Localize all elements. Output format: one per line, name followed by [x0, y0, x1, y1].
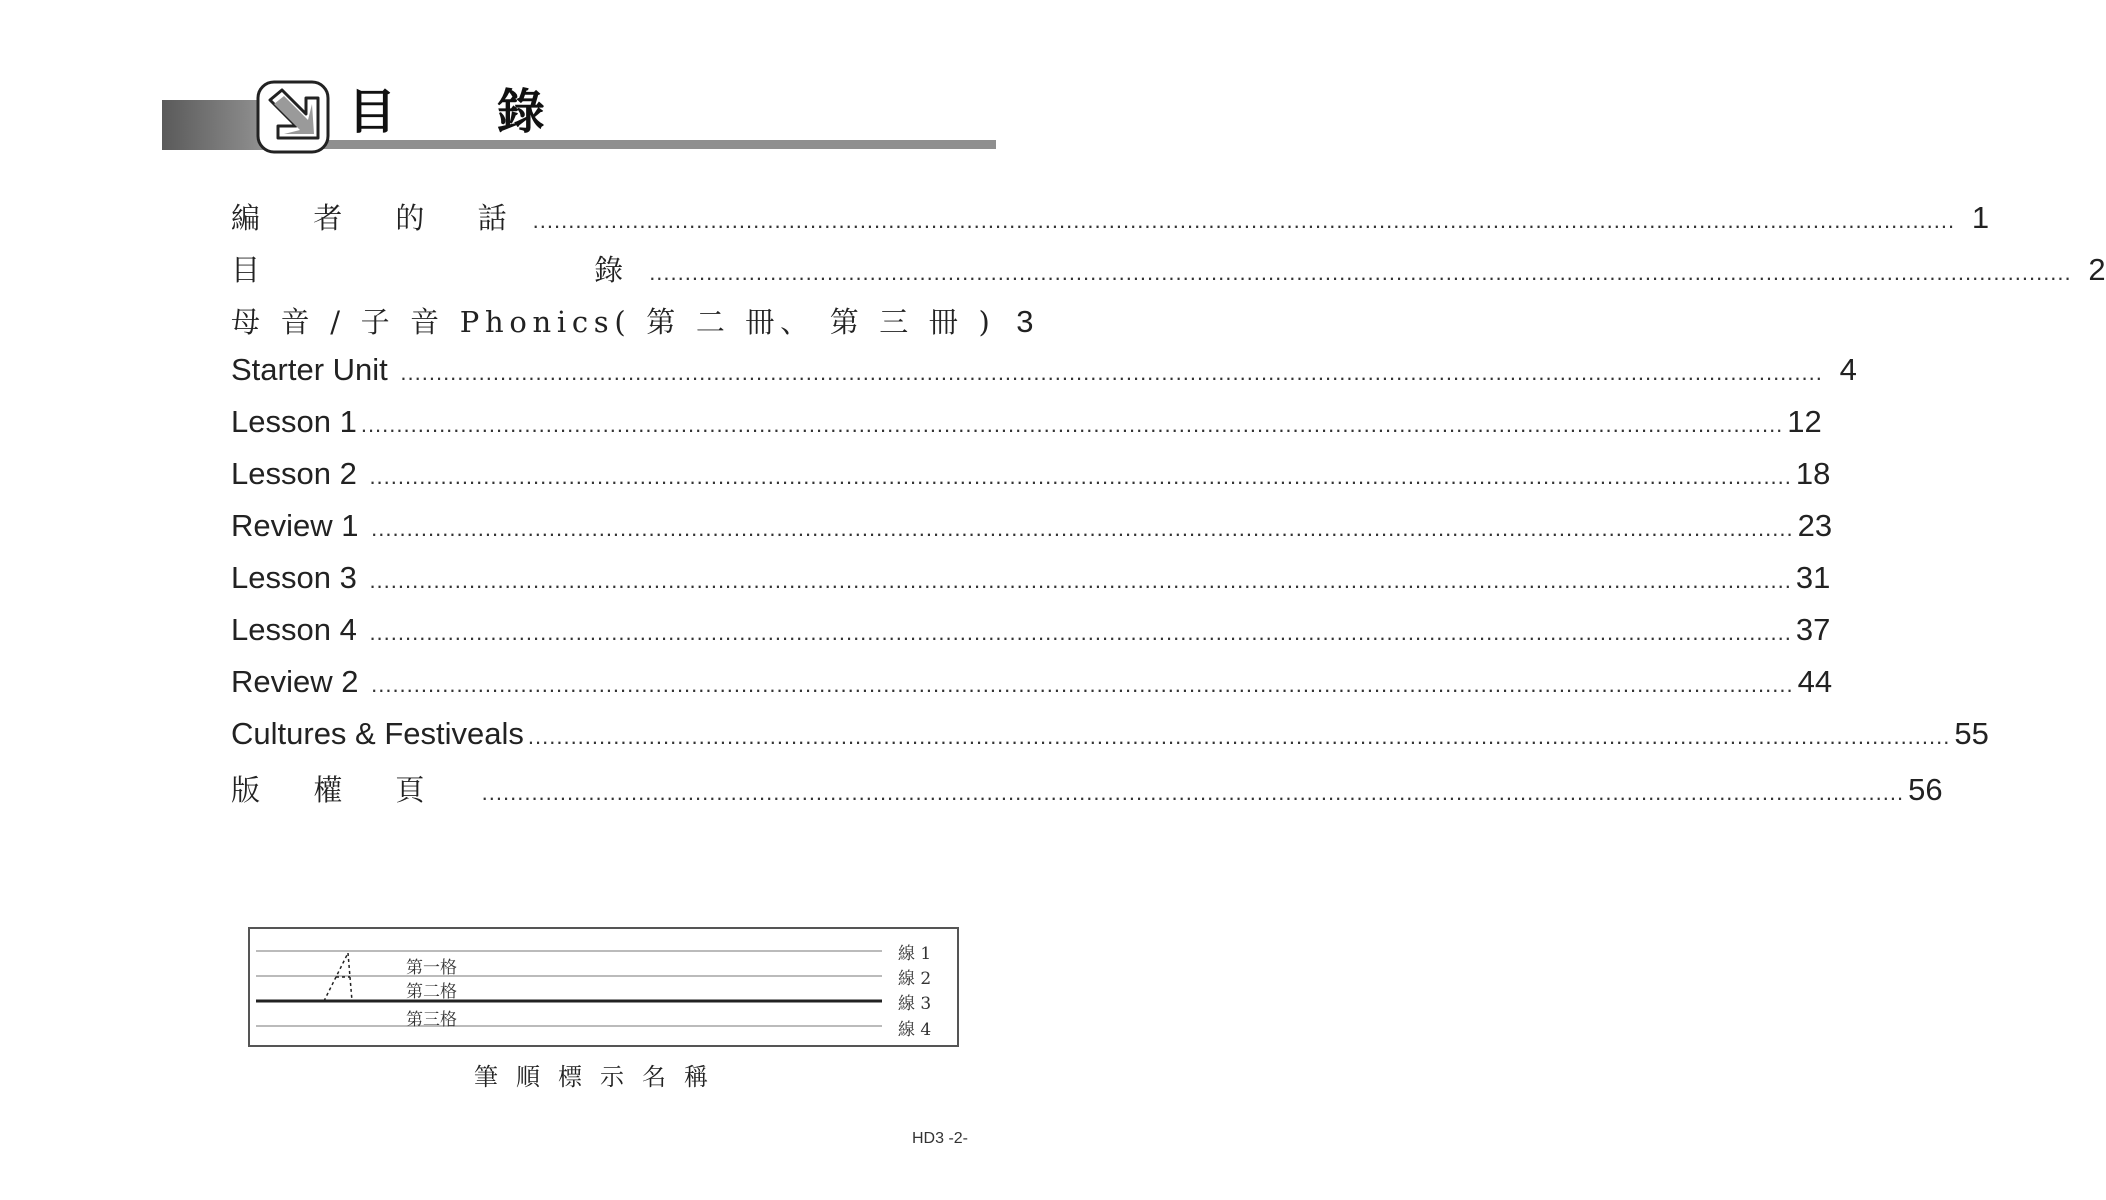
toc-row [231, 560, 1831, 612]
stroke-guide-box [248, 927, 959, 1047]
toc-row [231, 300, 1034, 352]
toc-leader-dots: ........................................................................................................................................................................................................ [649, 260, 2072, 285]
toc-label: 母 音 / 子 音 Phonics( 第 二 冊、 第 三 冊 ) [231, 305, 996, 339]
page-number: HD3 -2- [912, 1130, 969, 1147]
toc-page-number: 31 [1795, 560, 1831, 595]
toc-row [231, 664, 1833, 716]
toc-row [231, 508, 1833, 560]
cell-label-1: 第一格 [406, 958, 457, 978]
line-label-3: 線 3 [898, 994, 932, 1014]
toc-row [231, 196, 1990, 248]
line-label-2: 線 2 [898, 969, 932, 989]
toc-leader-dots: ........................................................................................................................................................................................................ [360, 412, 1784, 437]
toc-row [231, 768, 1943, 820]
toc-leader-dots: ........................................................................................................................................................................................................ [371, 516, 1794, 541]
page-title: 目 錄 [348, 84, 587, 140]
cell-label-2: 第二格 [406, 982, 457, 1002]
toc-leader-dots: ........................................................................................................................................................................................................ [369, 568, 1792, 593]
toc-label: Review 1 [231, 508, 368, 543]
toc-leader-dots: ........................................................................................................................................................................................................ [532, 208, 1956, 233]
toc-page-number: 44 [1797, 664, 1833, 699]
toc-page-number: 3 [1016, 304, 1034, 339]
toc-label: Cultures & Festiveals [231, 716, 524, 751]
toc-label: 版 權 頁 [231, 773, 478, 807]
line-label-1: 線 1 [898, 944, 932, 964]
dashed-letter-a [324, 953, 352, 1001]
toc-page-number: 2 [2088, 252, 2106, 287]
toc-leader-dots: ........................................................................................................................................................................................................ [369, 464, 1792, 489]
line-label-4: 線 4 [898, 1020, 932, 1040]
arrow-down-right-icon [256, 80, 330, 154]
toc-row [231, 352, 1857, 404]
section-header [162, 78, 996, 152]
toc-row [231, 612, 1831, 664]
toc-label: Review 2 [231, 664, 368, 699]
toc-leader-dots: ........................................................................................................................................................................................................ [371, 672, 1794, 697]
table-of-contents [231, 196, 2106, 820]
toc-label: Lesson 2 [231, 456, 366, 491]
toc-label: 編 者 的 話 [231, 201, 529, 235]
toc-page-number: 37 [1795, 612, 1831, 647]
toc-leader-dots: ........................................................................................................................................................................................................ [527, 724, 1951, 749]
guide-lines [250, 929, 957, 1045]
toc-label: Lesson 4 [231, 612, 366, 647]
toc-leader-dots: ........................................................................................................................................................................................................ [369, 620, 1792, 645]
toc-page-number: 55 [1954, 716, 1989, 751]
guide-caption: 筆順標示名稱 [474, 1063, 726, 1091]
toc-row [231, 716, 1989, 768]
toc-label: Starter Unit [231, 352, 397, 387]
toc-row [231, 456, 1831, 508]
toc-page-number: 1 [1971, 200, 1990, 235]
toc-page-number: 12 [1787, 404, 1822, 439]
toc-label: Lesson 1 [231, 404, 357, 439]
toc-label: 目 錄 [231, 253, 646, 287]
toc-row [231, 248, 2106, 300]
toc-leader-dots: ........................................................................................................................................................................................................ [481, 780, 1905, 805]
toc-row [231, 404, 1822, 456]
toc-page-number: 18 [1795, 456, 1831, 491]
toc-page-number: 56 [1908, 772, 1943, 807]
toc-page-number: 23 [1797, 508, 1833, 543]
toc-leader-dots: ........................................................................................................................................................................................................ [400, 360, 1823, 385]
toc-page-number: 4 [1839, 352, 1857, 387]
toc-label: Lesson 3 [231, 560, 366, 595]
cell-label-3: 第三格 [406, 1010, 457, 1030]
